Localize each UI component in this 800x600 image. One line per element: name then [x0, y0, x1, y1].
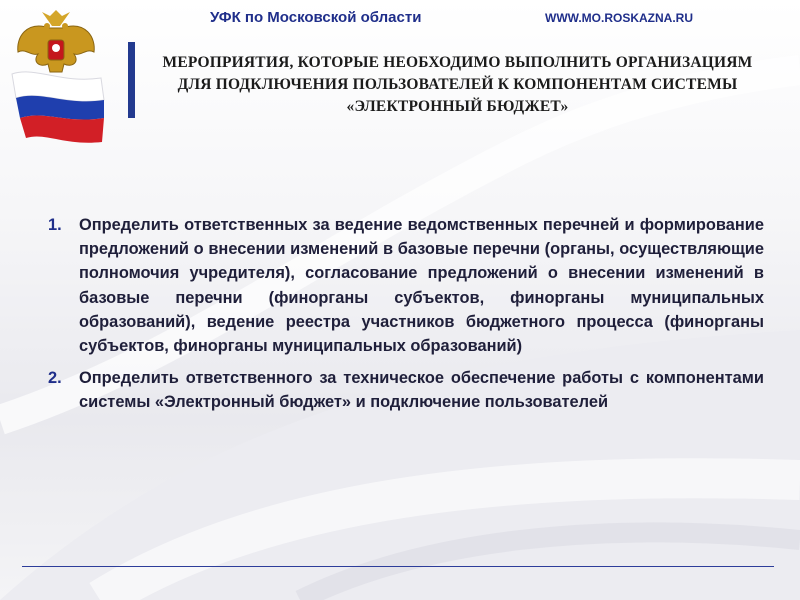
list-item	[48, 366, 764, 414]
list-item-text: Определить ответственного за техническое обеспечение работы с компонентами системы «Электронный бюджет» и подключение пользователей	[79, 369, 764, 412]
header-organization: УФК по Московской области	[210, 9, 422, 26]
coat-of-arms-icon	[6, 6, 106, 146]
list-item	[48, 213, 764, 358]
footer-divider	[22, 566, 774, 567]
list-item-text: Определить ответственных за ведение ведомственных перечней и формирование предложений о внесении изменений в базовые перечни (органы, осуществляющие полномочия учредителя), согласование предложений о внесении изменений в базовые перечни (финорганы субъектов, финорганы муниципальных образований), ведение реестра участников бюджетного процесса (финорганы субъектов, финорганы муниципальных образований)	[79, 216, 764, 356]
header-website[interactable]: WWW.MO.ROSKAZNA.RU	[545, 11, 693, 25]
coat-of-arms-emblem	[6, 6, 106, 146]
list-item-number: 2.	[48, 369, 62, 388]
task-list	[48, 213, 764, 423]
slide-title: МЕРОПРИЯТИЯ, КОТОРЫЕ НЕОБХОДИМО ВЫПОЛНИТЬ ОРГАНИЗАЦИЯМ ДЛЯ ПОДКЛЮЧЕНИЯ ПОЛЬЗОВАТЕЛЕЙ К КОМПОНЕНТАМ СИСТЕМЫ «ЭЛЕКТРОННЫЙ БЮДЖЕТ»	[162, 54, 753, 115]
title-accent-bar	[128, 42, 135, 118]
list-item-number: 1.	[48, 216, 62, 234]
